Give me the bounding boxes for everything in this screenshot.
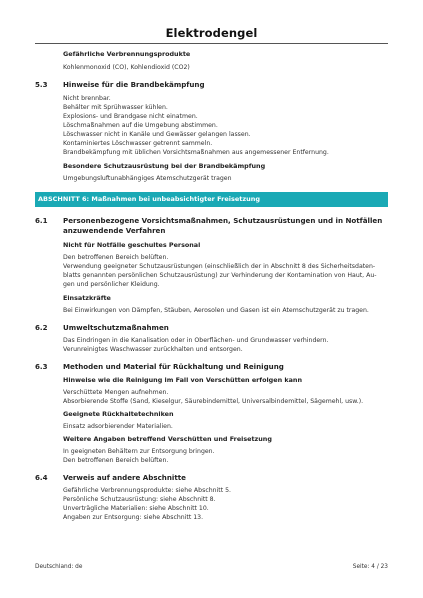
header-divider — [35, 43, 388, 44]
section-6-2-body — [63, 336, 388, 354]
section-heading-6-1 — [35, 216, 388, 236]
section-title: Umweltschutzmaßnahmen — [63, 323, 169, 332]
subsection-heading: Einsatzkräfte — [63, 294, 111, 302]
section-number: 5.3 — [35, 80, 48, 89]
text-line: gen und persönlicher Kleidung. — [63, 281, 160, 288]
section-number: 6.3 — [35, 362, 48, 371]
subsection-heading: Hinweise wie die Reinigung im Fall von Verschütten erfolgen kann — [63, 376, 303, 384]
text-line: Bei Einwirkungen von Dämpfen, Stäuben, Aerosolen und Gasen ist ein Atemschutzgerät zu tragen. — [63, 307, 369, 314]
text-line: Persönliche Schutzausrüstung: siehe Abschnitt 8. — [63, 496, 216, 503]
section-6-3-body — [63, 376, 388, 465]
section-heading-6-4 — [35, 473, 388, 483]
section-6-banner: ABSCHNITT 6: Maßnahmen bei unbeabsichtigter Freisetzung — [35, 192, 388, 207]
text-line: In geeigneten Behältern zur Entsorgung bringen. — [63, 448, 215, 455]
text-line: Löschmaßnahmen auf die Umgebung abstimmen. — [63, 122, 218, 129]
section-number: 6.1 — [35, 216, 48, 225]
combustion-products-block — [63, 50, 388, 72]
text-line: Löschwasser nicht in Kanäle und Gewässer gelangen lassen. — [63, 131, 251, 138]
subsection-heading: Gefährliche Verbrennungsprodukte — [63, 50, 191, 58]
text-line: Kontaminiertes Löschwasser getrennt sammeln. — [63, 140, 213, 147]
section-title: Personenbezogene Vorsichtsmaßnahmen, Schutzausrüstungen und in Notfällen anzuwendende Verfahren — [63, 216, 383, 235]
text-line: Verunreinigtes Waschwasser zurückhalten und entsorgen. — [63, 346, 243, 353]
section-heading-6-2 — [35, 323, 388, 333]
section-heading-6-3 — [35, 362, 388, 372]
text-line: Verschüttete Mengen aufnehmen. — [63, 389, 169, 396]
document-title: Elektrodengel — [165, 26, 258, 40]
section-title: Methoden und Material für Rückhaltung und Reinigung — [63, 362, 284, 371]
section-5-3-body — [63, 94, 388, 183]
text-line: Unverträgliche Materialien: siehe Abschnitt 10. — [63, 505, 209, 512]
text-line: Den betroffenen Bereich belüften. — [63, 457, 169, 464]
page-footer — [35, 564, 388, 574]
subsection-heading: Geeignete Rückhaltetechniken — [63, 410, 174, 418]
subsection-heading: Weitere Angaben betreffend Verschütten und Freisetzung — [63, 435, 272, 443]
document-content — [35, 50, 388, 522]
section-6-4-body — [63, 486, 388, 522]
text-line: blatts genannten persönlichen Schutzausrüstung) zur Verhinderung der Kontamination von Haut, Au- — [63, 272, 377, 279]
text-line: Absorbierende Stoffe (Sand, Kieselgur, Säurebindemittel, Universalbindemittel, Sägemehl, usw.). — [63, 398, 364, 405]
text-line: Gefährliche Verbrennungsprodukte: siehe Abschnitt 5. — [63, 487, 232, 494]
text-line: Angaben zur Entsorgung: siehe Abschnitt 13. — [63, 514, 204, 521]
text-line: Explosions- und Brandgase nicht einatmen. — [63, 113, 198, 120]
text-line: Den betroffenen Bereich belüften. — [63, 254, 169, 261]
section-6-1-body — [63, 241, 388, 315]
subsection-heading: Nicht für Notfälle geschultes Personal — [63, 241, 201, 249]
subsection-heading: Besondere Schutzausrüstung bei der Brandbekämpfung — [63, 162, 266, 170]
text-line: Umgebungsluftunabhängiges Atemschutzgerät tragen — [63, 175, 232, 182]
text-line: Einsatz adsorbierender Materialien. — [63, 423, 173, 430]
section-number: 6.2 — [35, 323, 48, 332]
text-line: Nicht brennbar. — [63, 95, 111, 102]
footer-page-number: Seite: 4 / 23 — [352, 564, 388, 570]
text-line: Das Eindringen in die Kanalisation oder in Oberflächen- und Grundwasser verhindern. — [63, 337, 329, 344]
section-title: Hinweise für die Brandbekämpfung — [63, 80, 205, 89]
footer-country: Deutschland: de — [35, 564, 83, 570]
text-line: Brandbekämpfung mit üblichen Vorsichtsmaßnahmen aus angemessener Entfernung. — [63, 149, 329, 156]
section-title: Verweis auf andere Abschnitte — [63, 473, 186, 482]
text-line: Verwendung geeigneter Schutzausrüstungen (einschließlich der in Abschnitt 8 des Sicherheitsdaten- — [63, 263, 376, 270]
section-number: 6.4 — [35, 473, 48, 482]
text-line: Behälter mit Sprühwasser kühlen. — [63, 104, 168, 111]
section-heading-5-3 — [35, 80, 388, 90]
text-line: Kohlenmonoxid (CO), Kohlendioxid (CO2) — [63, 64, 190, 71]
